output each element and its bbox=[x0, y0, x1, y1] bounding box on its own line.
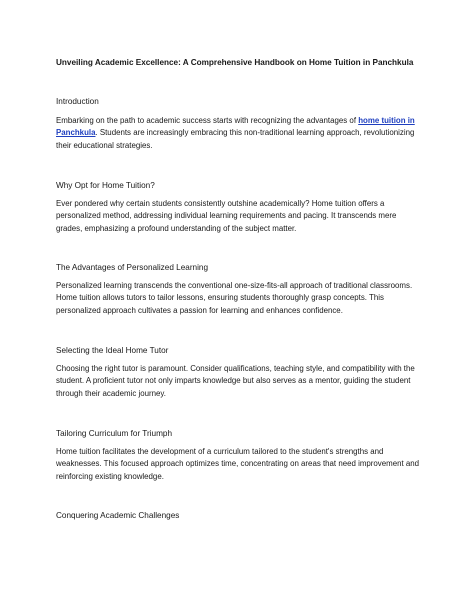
section-paragraph bbox=[56, 198, 418, 235]
intro-text-line2: . Students are increasingly embracing this non-traditional learning approach, revolutionizing bbox=[95, 128, 415, 138]
paragraph-line: weaknesses. This focused approach optimizes time, concentrating on areas that need improvement and bbox=[56, 459, 420, 469]
section-tailoring-curriculum bbox=[56, 428, 418, 483]
paragraph-line: student. A proficient tutor not only imparts knowledge but also serves as a mentor, guiding the student bbox=[56, 376, 411, 386]
section-heading: Tailoring Curriculum for Triumph bbox=[56, 429, 173, 438]
paragraph-line: Personalized learning transcends the conventional one-size-fits-all approach of traditional classrooms. bbox=[56, 281, 413, 290]
home-tuition-link[interactable] bbox=[358, 116, 415, 125]
section-paragraph bbox=[56, 115, 418, 152]
intro-text-line3: their educational strategies. bbox=[56, 140, 153, 150]
document-title: Unveiling Academic Excellence: A Comprehensive Handbook on Home Tuition in Panchkula bbox=[56, 58, 414, 67]
section-conquering-challenges bbox=[56, 510, 418, 521]
paragraph-line: through their academic journey. bbox=[56, 388, 166, 398]
home-tuition-link-continued[interactable] bbox=[56, 128, 95, 137]
paragraph-line: Ever pondered why certain students consistently outshine academically? Home tuition offers a bbox=[56, 199, 385, 208]
section-paragraph bbox=[56, 363, 418, 400]
section-paragraph bbox=[56, 446, 418, 483]
section-heading: The Advantages of Personalized Learning bbox=[56, 263, 209, 272]
section-advantages bbox=[56, 262, 418, 317]
section-why-opt bbox=[56, 180, 418, 235]
paragraph-line: personalized method, addressing individual learning requirements and pacing. It transcends mere bbox=[56, 211, 397, 221]
section-selecting-tutor bbox=[56, 345, 418, 400]
section-heading: Selecting the Ideal Home Tutor bbox=[56, 346, 169, 355]
paragraph-line: grades, emphasizing a profound understanding of the subject matter. bbox=[56, 223, 297, 233]
section-heading: Why Opt for Home Tuition? bbox=[56, 181, 155, 190]
intro-text-line1: Embarking on the path to academic success starts with recognizing the advantages of bbox=[56, 116, 359, 125]
paragraph-line: Home tuition allows tutors to tailor lessons, ensuring students thoroughly grasp concepts. This bbox=[56, 293, 384, 303]
paragraph-line: Home tuition facilitates the development of a curriculum tailored to the student's strengths and bbox=[56, 447, 384, 456]
link-text-part1: home tuition in bbox=[358, 116, 415, 125]
section-heading: Introduction bbox=[56, 97, 99, 106]
paragraph-line: Choosing the right tutor is paramount. Consider qualifications, teaching style, and compatibility with the bbox=[56, 364, 415, 373]
link-text-part2: Panchkula bbox=[56, 128, 96, 138]
section-introduction bbox=[56, 96, 418, 152]
section-heading: Conquering Academic Challenges bbox=[56, 511, 180, 520]
paragraph-line: reinforcing existing knowledge. bbox=[56, 471, 164, 481]
paragraph-line: personalized approach cultivates a passion for learning and enhances confidence. bbox=[56, 305, 343, 315]
section-paragraph bbox=[56, 280, 418, 317]
